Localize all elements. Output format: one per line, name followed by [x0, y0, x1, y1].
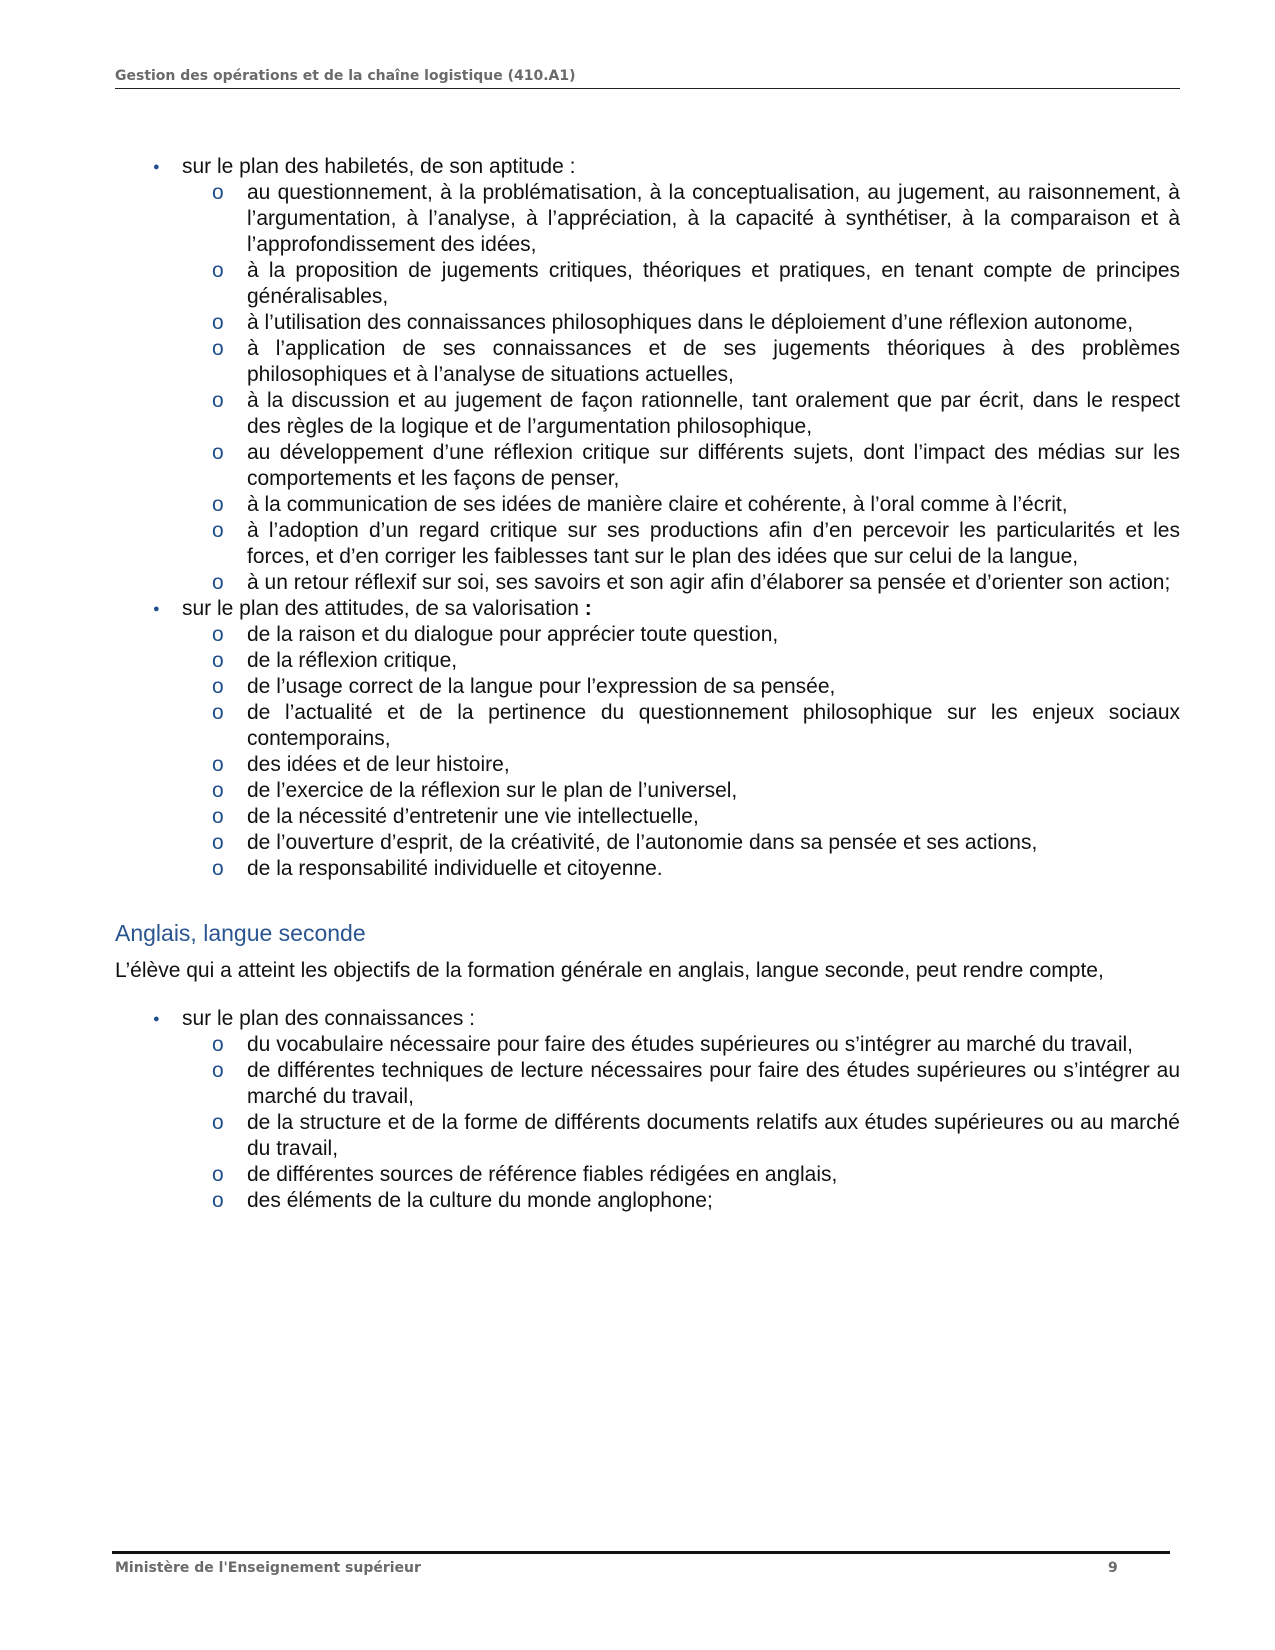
- sub-list-item: [182, 752, 1180, 778]
- bullet-item: [115, 1006, 1180, 1214]
- circle-bullet-icon: o: [212, 857, 224, 880]
- sub-list-item: [182, 518, 1180, 570]
- sub-list-item: [182, 1058, 1180, 1110]
- running-header: Gestion des opérations et de la chaîne logistique (410.A1): [115, 68, 1180, 89]
- sub-list: [182, 622, 1180, 882]
- sub-list-item: [182, 778, 1180, 804]
- circle-bullet-icon: o: [212, 311, 224, 334]
- sub-item-text: de la raison et du dialogue pour apprécier toute question,: [247, 623, 779, 646]
- circle-bullet-icon: o: [212, 1111, 224, 1134]
- sub-item-text: de la nécessité d’entretenir une vie intellectuelle,: [247, 805, 699, 828]
- circle-bullet-icon: o: [212, 519, 224, 542]
- sub-list-item: [182, 700, 1180, 752]
- bullet-list: [115, 1006, 1180, 1214]
- sub-item-text: de l’ouverture d’esprit, de la créativité, de l’autonomie dans sa pensée et ses actions,: [247, 831, 1038, 854]
- sub-list-item: [182, 804, 1180, 830]
- circle-bullet-icon: o: [212, 1033, 224, 1056]
- sub-item-text: des idées et de leur histoire,: [247, 753, 510, 776]
- page-number: 9: [1108, 1560, 1118, 1576]
- sub-item-text: à l’adoption d’un regard critique sur ses productions afin d’en percevoir les particularités et les forces, et d’en corriger les faiblesses tant sur le plan des idées que sur celui de la langue,: [247, 519, 1180, 568]
- bullet-icon: ●: [153, 161, 160, 173]
- bullet-icon: ●: [153, 603, 160, 615]
- circle-bullet-icon: o: [212, 1189, 224, 1212]
- sub-item-text: de différentes sources de référence fiables rédigées en anglais,: [247, 1163, 838, 1186]
- sub-list-item: [182, 570, 1180, 596]
- sub-list-item: [182, 1162, 1180, 1188]
- sub-list-item: [182, 1110, 1180, 1162]
- sub-list-item: [182, 622, 1180, 648]
- sub-item-text: à la communication de ses idées de manière claire et cohérente, à l’oral comme à l’écrit,: [247, 493, 1068, 516]
- sub-item-text: de l’exercice de la réflexion sur le plan de l’universel,: [247, 779, 738, 802]
- sub-item-text: de la réflexion critique,: [247, 649, 458, 672]
- sub-item-text: à la discussion et au jugement de façon rationnelle, tant oralement que par écrit, dans le respect des règles de la logique et de l’argumentation philosophique,: [247, 389, 1180, 438]
- circle-bullet-icon: o: [212, 623, 224, 646]
- circle-bullet-icon: o: [212, 259, 224, 282]
- sub-list-item: [182, 388, 1180, 440]
- circle-bullet-icon: o: [212, 571, 224, 594]
- sub-list-item: [182, 310, 1180, 336]
- circle-bullet-icon: o: [212, 1059, 224, 1082]
- sub-list: [182, 1032, 1180, 1214]
- sub-item-text: à la proposition de jugements critiques, théoriques et pratiques, en tenant compte de principes généralisables,: [247, 259, 1180, 308]
- document-body: [115, 154, 1180, 1238]
- bullet-item: [115, 596, 1180, 882]
- circle-bullet-icon: o: [212, 753, 224, 776]
- sub-list-item: [182, 492, 1180, 518]
- sub-item-text: de la responsabilité individuelle et citoyenne.: [247, 857, 663, 880]
- circle-bullet-icon: o: [212, 649, 224, 672]
- sub-item-text: de l’actualité et de la pertinence du questionnement philosophique sur les enjeux sociaux contemporains,: [247, 701, 1180, 750]
- sub-list-item: [182, 180, 1180, 258]
- circle-bullet-icon: o: [212, 337, 224, 360]
- bullet-label: sur le plan des connaissances :: [182, 1007, 476, 1030]
- sub-item-text: à l’application de ses connaissances et de ses jugements théoriques à des problèmes philosophiques et à l’analyse de situations actuelles,: [247, 337, 1180, 386]
- sub-list-item: [182, 440, 1180, 492]
- bullet-label: sur le plan des attitudes, de sa valorisation: [182, 597, 579, 620]
- sub-list-item: [182, 1032, 1180, 1058]
- circle-bullet-icon: o: [212, 701, 224, 724]
- sub-item-text: à un retour réflexif sur soi, ses savoirs et son agir afin d’élaborer sa pensée et d’orienter son action;: [247, 571, 1171, 594]
- sub-list-item: [182, 1188, 1180, 1214]
- section-intro: L’élève qui a atteint les objectifs de la formation générale en anglais, langue seconde, peut rendre compte,: [115, 959, 1104, 982]
- bullet-label: sur le plan des habiletés, de son aptitude :: [182, 155, 576, 178]
- sub-item-text: des éléments de la culture du monde anglophone;: [247, 1189, 713, 1212]
- bullet-label-suffix: :: [584, 597, 592, 620]
- sub-list-item: [182, 856, 1180, 882]
- footer-divider: [112, 1551, 1170, 1554]
- circle-bullet-icon: o: [212, 1163, 224, 1186]
- sub-item-text: du vocabulaire nécessaire pour faire des études supérieures ou s’intégrer au marché du travail,: [247, 1033, 1133, 1056]
- circle-bullet-icon: o: [212, 181, 224, 204]
- sub-item-text: au questionnement, à la problématisation, à la conceptualisation, au jugement, au raisonnement, à l’argumentation, à l’analyse, à l’appréciation, à la capacité à synthétiser, à la comparaison et à l’approfondissement des idées,: [247, 181, 1180, 256]
- circle-bullet-icon: o: [212, 805, 224, 828]
- circle-bullet-icon: o: [212, 831, 224, 854]
- sub-list-item: [182, 336, 1180, 388]
- circle-bullet-icon: o: [212, 389, 224, 412]
- sub-item-text: de la structure et de la forme de différents documents relatifs aux études supérieures ou au marché du travail,: [247, 1111, 1180, 1160]
- sub-list-item: [182, 648, 1180, 674]
- section-heading: Anglais, langue seconde: [115, 920, 366, 946]
- sub-list-item: [182, 674, 1180, 700]
- running-footer: Ministère de l'Enseignement supérieur: [115, 1560, 421, 1576]
- circle-bullet-icon: o: [212, 675, 224, 698]
- circle-bullet-icon: o: [212, 441, 224, 464]
- bullet-icon: ●: [153, 1013, 160, 1025]
- sub-item-text: de différentes techniques de lecture nécessaires pour faire des études supérieures ou s’intégrer au marché du travail,: [247, 1059, 1180, 1108]
- sub-item-text: de l’usage correct de la langue pour l’expression de sa pensée,: [247, 675, 836, 698]
- sub-item-text: au développement d’une réflexion critique sur différents sujets, dont l’impact des médias sur les comportements et les façons de penser,: [247, 441, 1180, 490]
- sub-list-item: [182, 258, 1180, 310]
- circle-bullet-icon: o: [212, 493, 224, 516]
- circle-bullet-icon: o: [212, 779, 224, 802]
- sub-list: [182, 180, 1180, 596]
- sub-list-item: [182, 830, 1180, 856]
- bullet-item: [115, 154, 1180, 596]
- sub-item-text: à l’utilisation des connaissances philosophiques dans le déploiement d’une réflexion autonome,: [247, 311, 1134, 334]
- bullet-list: [115, 154, 1180, 882]
